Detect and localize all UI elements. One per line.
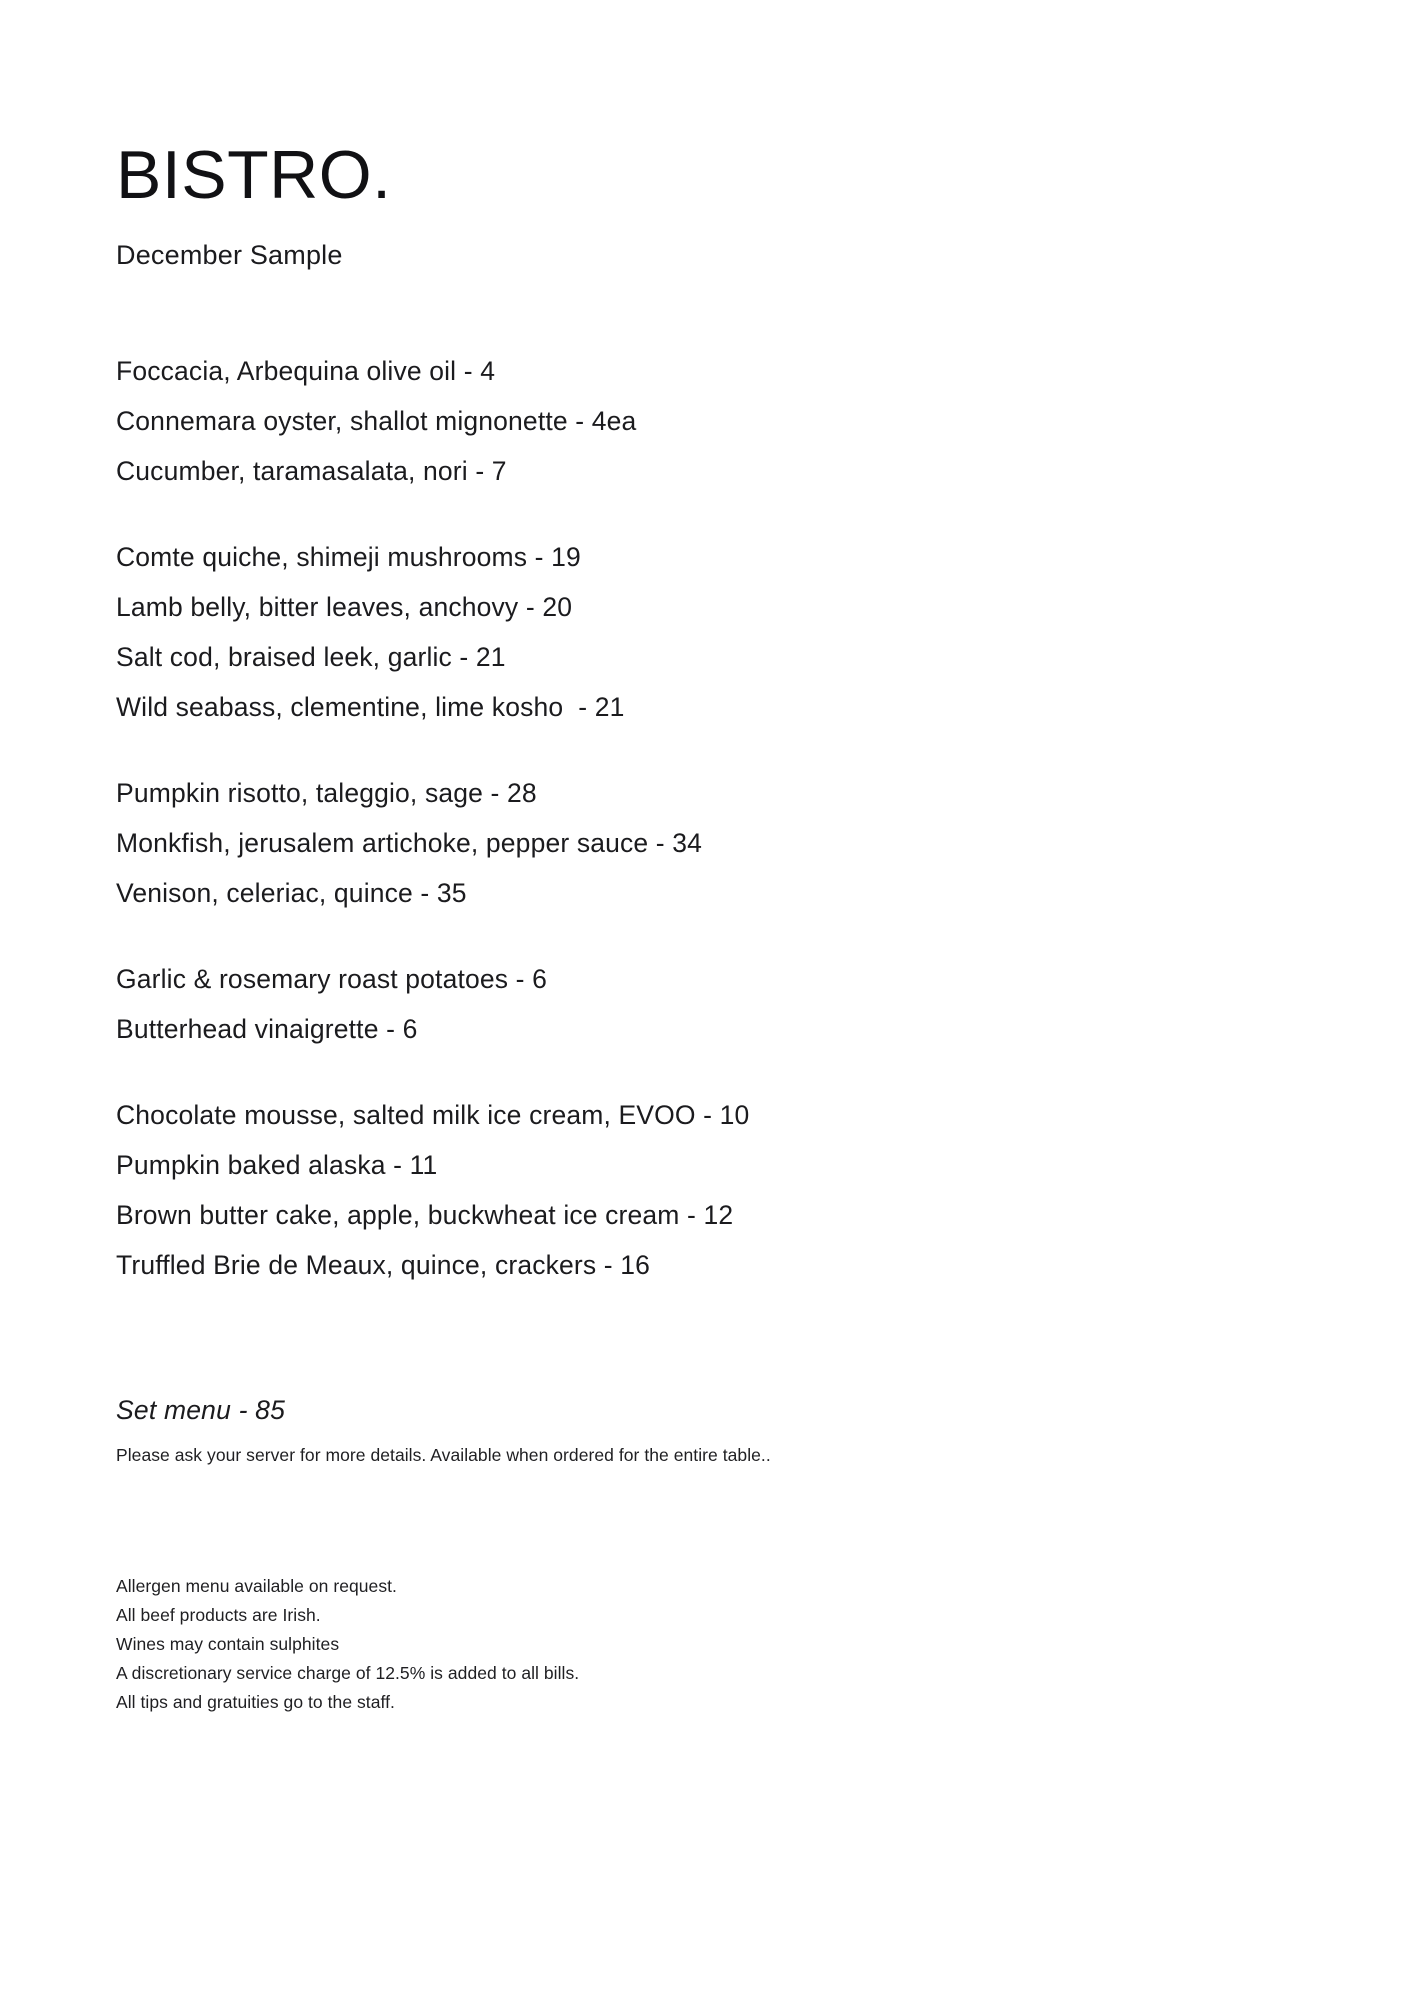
footer-note: All beef products are Irish. (116, 1604, 321, 1625)
footer-note: Wines may contain sulphites (116, 1633, 340, 1654)
set-menu-note: Please ask your server for more details. Available when ordered for the entire table.. (116, 1444, 771, 1465)
menu-item: Foccacia, Arbequina olive oil - 4 (116, 355, 496, 386)
menu-section-desserts (116, 1090, 1296, 1290)
menu-section-sides (116, 954, 1296, 1054)
menu-item: Chocolate mousse, salted milk ice cream, EVOO - 10 (116, 1099, 750, 1130)
menu-item: Monkfish, jerusalem artichoke, pepper sauce - 34 (116, 827, 703, 858)
menu-sheet (116, 0, 1296, 1717)
footer-note: All tips and gratuities go to the staff. (116, 1691, 395, 1712)
menu-item: Comte quiche, shimeji mushrooms - 19 (116, 541, 581, 572)
menu-edition-subtitle: December Sample (116, 240, 343, 271)
menu-section-snacks (116, 346, 1296, 496)
menu-item: Wild seabass, clementine, lime kosho - 21 (116, 691, 625, 722)
menu-item: Cucumber, taramasalata, nori - 7 (116, 455, 507, 486)
menu-item: Garlic & rosemary roast potatoes - 6 (116, 963, 548, 994)
footer-note: A discretionary service charge of 12.5% is added to all bills. (116, 1662, 580, 1683)
set-menu-title: Set menu - 85 (116, 1394, 286, 1425)
restaurant-name: BISTRO. (116, 137, 392, 213)
footer-note: Allergen menu available on request. (116, 1575, 397, 1596)
menu-item: Truffled Brie de Meaux, quince, crackers - 16 (116, 1249, 651, 1280)
menu-item: Connemara oyster, shallot mignonette - 4ea (116, 405, 637, 436)
menu-item: Venison, celeriac, quince - 35 (116, 877, 467, 908)
menu-section-starters (116, 532, 1296, 732)
menu-section-mains (116, 768, 1296, 918)
menu-item: Salt cod, braised leek, garlic - 21 (116, 641, 506, 672)
footer-notes (116, 1572, 1296, 1717)
menu-item: Pumpkin baked alaska - 11 (116, 1149, 438, 1180)
menu-item: Butterhead vinaigrette - 6 (116, 1013, 418, 1044)
menu-sections (116, 346, 1296, 1290)
set-menu-block (116, 1394, 1296, 1468)
masthead (116, 0, 1296, 272)
menu-item: Pumpkin risotto, taleggio, sage - 28 (116, 777, 537, 808)
menu-item: Lamb belly, bitter leaves, anchovy - 20 (116, 591, 573, 622)
menu-item: Brown butter cake, apple, buckwheat ice cream - 12 (116, 1199, 734, 1230)
